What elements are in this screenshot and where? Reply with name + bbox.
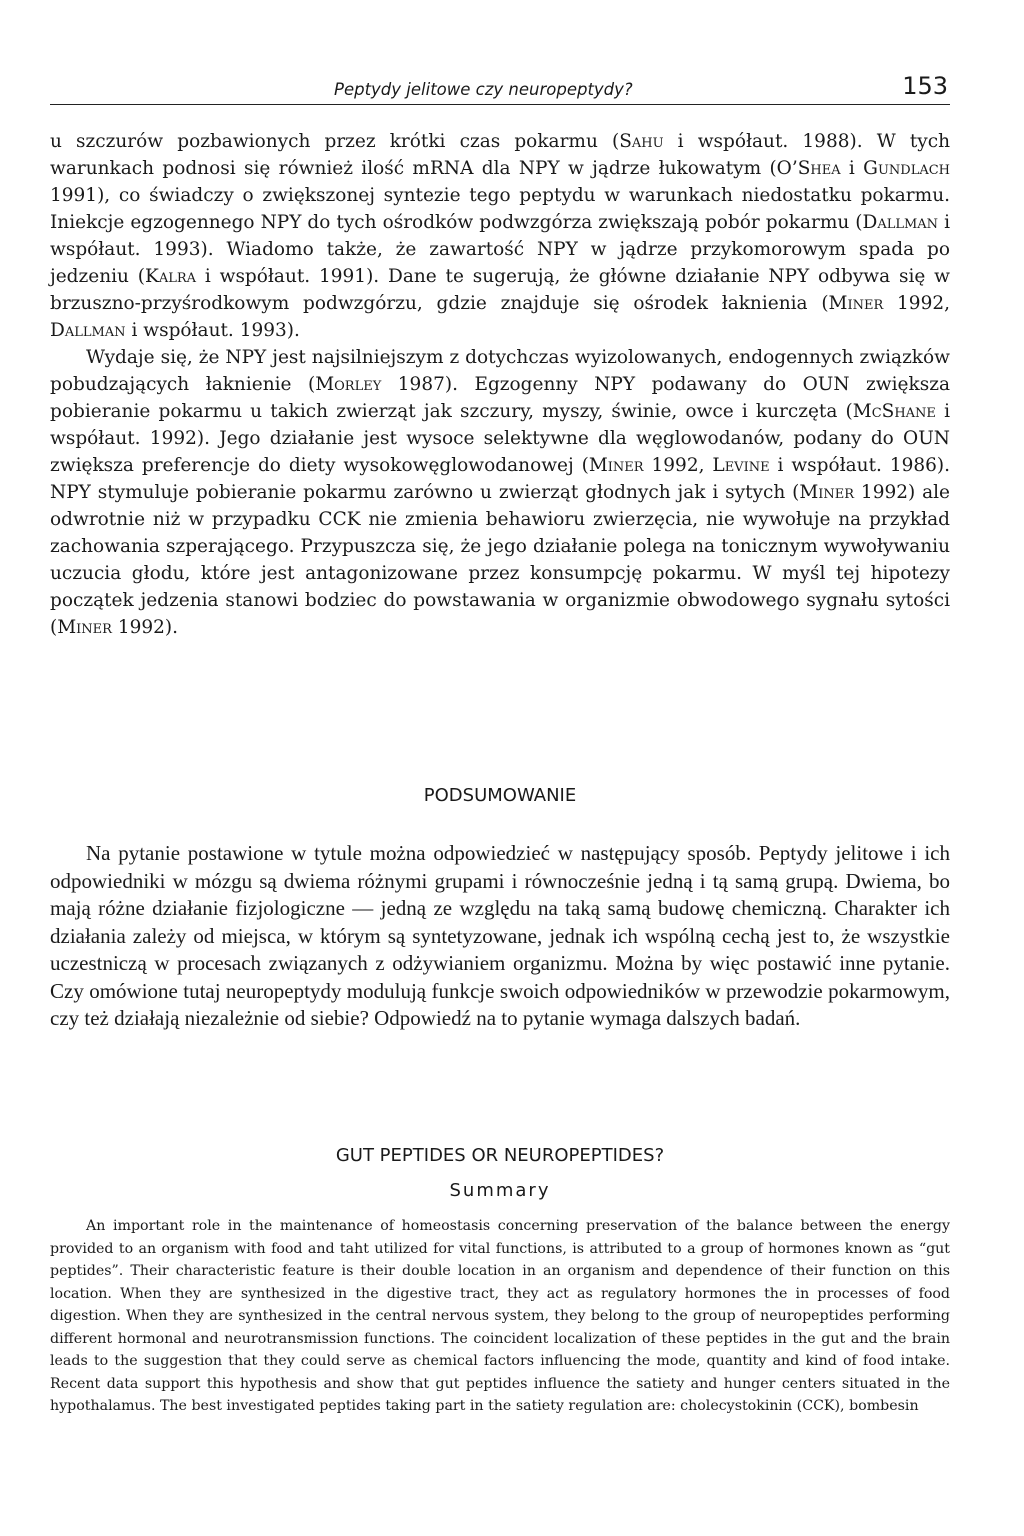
main-text	[50, 128, 950, 641]
citation-author: Shea	[797, 158, 841, 179]
citation-author: Miner	[57, 617, 112, 638]
citation-author: Dallman	[50, 320, 126, 341]
body-paragraph: Na pytanie postawione w tytule można odpowiedzieć w następujący sposób. Peptydy jelitowe i ich odpowiedniki w mózgu są dwiema różnymi grupami i równocześnie jedną i tą samą grupą. Dwiema, bo mają różne działanie fizjologiczne — jedną ze względu na taką samą budowę chemiczną. Charakter ich działania zależy od miejsca, w którym są syntetyzowane, jednak ich wspólną cechą jest to, że wszystkie uczestniczą w procesach związanych z odżywianiem organizmu. Można by więc postawić inne pytanie. Czy omówione tutaj neuropeptydy modulują funkcje swoich odpowiedników w przewodzie pokarmowym, czy też działają niezależnie od siebie? Odpowiedź na to pytanie wymaga dalszych badań.	[50, 841, 950, 1030]
citation-author: Kalra	[145, 266, 197, 287]
citation-author: Levine	[712, 455, 770, 476]
english-title: GUT PEPTIDES OR NEUROPEPTIDES?	[335, 1145, 665, 1166]
body-paragraph: Wydaje się, że NPY jest najsilniejszym z dotychczas wyizolowanych, endogennych związków pobudzających łaknienie (Morley 1987). Egzogenny NPY podawany do OUN zwiększa pobieranie pokarmu u takich zwierząt jak szczury, myszy, świnie, owce i kurczęta (McShane i współaut. 1992). Jego działanie jest wysoce selektywne dla węglowodanów, podany do OUN zwiększa preferencje do diety wysokowęglowodanowej (Miner 1992, Levine i współaut. 1986). NPY stymuluje pobieranie pokarmu zarówno u zwierząt głodnych jak i sytych (Miner 1992) ale odwrotnie niż w przypadku CCK nie zmienia behawioru zwierzęcia, nie wywołuje na przykład zachowania szperającego. Przypuszcza się, że jego działanie polega na tonicznym wywoływaniu uczucia głodu, które jest antagonizowane przez konsumpcję pokarmu. W myśl tej hipotezy początek jedzenia stanowi bodziec do powstawania w organizmie obwodowego sygnału sytości (Miner 1992).	[50, 347, 950, 638]
citation-author: Dallman	[862, 212, 939, 233]
citation-author: Miner	[828, 293, 884, 314]
summary-label: Summary	[449, 1180, 551, 1201]
citation-author: Miner	[799, 482, 855, 503]
podsumowanie-section	[50, 840, 950, 1033]
body-paragraph: u szczurów pozbawionych przez krótki czas pokarmu (Sahu i współaut. 1988). W tych warunkach podnosi się również ilość mRNA dla NPY w jądrze łukowatym (O’Shea i Gundlach 1991), co świadczy o zwiększonej syntezie tego peptydu w warunkach niedostatku pokarmu. Iniekcje egzogennego NPY do tych ośrodków podwzgórza zwiększają pobór pokarmu (Dallman i współaut. 1993). Wiadomo także, że zawartość NPY w jądrze przykomorowym spada po jedzeniu (Kalra i współaut. 1991). Dane te sugerują, że główne działanie NPY odbywa się w brzuszno-przyśrodkowym podwzgórzu, gdzie znajduje się ośrodek łaknienia (Miner 1992, Dallman i współaut. 1993).	[50, 131, 951, 341]
section-heading-podsumowanie: PODSUMOWANIE	[423, 785, 577, 806]
citation-author: Gundlach	[863, 158, 951, 179]
citation-author: Sahu	[619, 131, 664, 152]
english-abstract	[50, 1215, 950, 1418]
citation-author: McShane	[852, 401, 936, 422]
citation-author: Miner	[588, 455, 644, 476]
abstract-paragraph: An important role in the maintenance of homeostasis concerning preservation of the balance between the energy provided to an organism with food and taht utilized for vital functions, is attributed to a group of hormones known as “gut peptides”. Their characteristic feature is their double location in an organism and dependence of their function on this location. When they are synthesized in the digestive tract, they act as regulatory hormones the in processes of food digestion. When they are synthesized in the central nervous system, they belong to the group of neuropeptides performing different hormonal and neurotransmission functions. The coincident localization of these peptides in the gut and the brain leads to the suggestion that they could serve as chemical factors influencing the mode, quantity and kind of food intake. Recent data support this hypothesis and show that gut peptides influence the satiety and hunger centers situated in the hypothalamus. The best investigated peptides taking part in the satiety regulation are: cholecystokinin (CCK), bombesin	[50, 1218, 950, 1414]
running-header	[50, 72, 950, 105]
citation-author: Morley	[315, 374, 382, 395]
page-number: 153	[902, 72, 948, 100]
running-title: Peptydy jelitowe czy neuropeptydy?	[334, 80, 633, 99]
